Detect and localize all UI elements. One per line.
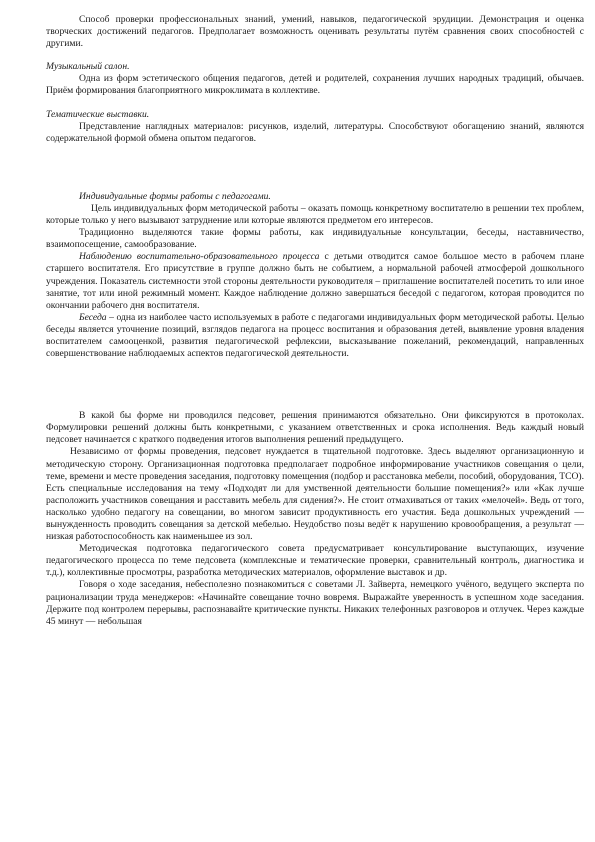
paragraph-observation [46, 251, 584, 311]
spacer [46, 50, 584, 61]
paragraph-competition: Способ проверки профессиональных знаний, умений, навыков, педагогической эрудиции. Демонстрация и оценка творческих достижений педагогов. Предполагает возможность оценивать результаты путём сравнения своих способностей с другими. [46, 14, 584, 50]
heading-individual-forms: Индивидуальные формы работы с педагогами. [79, 190, 271, 202]
paragraph-traditional-forms: Традиционно выделяются такие формы работы, как индивидуальные консультации, беседы, наставничество, взаимопосещение, самообразование. [46, 227, 584, 251]
heading-thematic-exhibitions: Тематические выставки. [46, 108, 150, 120]
spacer [46, 360, 584, 410]
heading-music-salon: Музыкальный салон. [46, 61, 130, 73]
paragraph-individual-goal: Цель индивидуальных форм методической работы – оказать помощь конкретному воспитателю в решении тех проблем, которые только у него вызывают затруднение или которые являются предметом его интересов. [46, 202, 584, 227]
paragraph-observation-text: с детьми отводится самое большое место в рабочем плане старшего воспитателя. Его присутствие в группе должно быть не событием, а нормальной рабочей атмосферой дошкольного учреждения. Показатель системности этой стороны деятельности руководителя – приглашение воспитателей посетить то или иное занятие, тот или иной режимный момент. Каждое наблюдение должно завершаться беседой с педагогом, которая проводится по окончании рабочего дня воспитателя. [46, 251, 584, 311]
term-observation: Наблюдению воспитательно-образовательного процесса [79, 251, 320, 263]
paragraph-conversation-text: – одна из наиболее часто используемых в работе с педагогами индивидуальных форм методической работы. Целью беседы является уточнение позиций, взглядов педагога на процесс воспитания и образования детей, выявление уровня владения воспитателем самооценкой, развития педагогической рефлексии, высказывание пожеланий, рекомендаций, направленных совершенствование наблюдаемых аспектов педагогической деятельности. [46, 311, 584, 360]
paragraph-thematic-exhibitions: Представление наглядных материалов: рисунков, изделий, литературы. Способствуют обогащению знаний, являются содержательной формой обмена опытом педагогов. [46, 120, 584, 144]
document-page [46, 14, 584, 628]
paragraph-conversation [46, 312, 584, 360]
spacer [46, 145, 584, 191]
paragraph-meeting-course: Говоря о ходе заседания, небесполезно познакомиться с советами Л. Зайверта, немецкого учёного, ведущего эксперта по рационализации труда менеджеров: «Начинайте совещание точно вовремя. Выражайте уверенность в успешном ходе заседания. Держите под контролем перерывы, распознавайте критические пункты. Никаких телефонных разговоров и отлучек. Через каждые 45 минут — небольшая [46, 579, 584, 627]
spacer [46, 98, 584, 109]
paragraph-music-salon: Одна из форм эстетического общения педагогов, детей и родителей, сохранения лучших народных традиций, обычаев. Приём формирования благоприятного микроклимата в коллективе. [46, 73, 584, 97]
paragraph-preparation: Независимо от формы проведения, педсовет нуждается в тщательной подготовке. Здесь выделяют организационную и методическую сторону. Организационная подготовка предполагает подробное информирование участников совещания о цели, теме, времени и месте проведения заседания, подготовку помещения (подбор и расстановка мебели, пособий, оборудования, ТСО). Есть специальные исследования на тему «Подходят ли для умственной деятельности большие помещения?» или «Как лучше расположить участников совещания и расставить мебель для сидения?». Не стоит отмахиваться от таких «мелочей». Ведь от того, насколько удобно педагогу на совещании, во многом зависит продуктивность его участия. Беда дошкольных учреждений — вынужденность проводить совещания за детской мебелью. Неудобство позы ведёт к нарушению кровообращения, а результат — низкая работоспособность как наименьшее из зол. [46, 446, 584, 543]
paragraph-methodical-preparation: Методическая подготовка педагогического совета предусматривает консультирование выступающих, изучение педагогического процесса по теме педсовета (комплексные и тематические проверки, сравнительный контроль, диагностика и т.д.), коллективные просмотры, разработка методических материалов, оформление выставок и др. [46, 543, 584, 579]
term-conversation: Беседа [79, 311, 107, 323]
paragraph-decisions: В какой бы форме ни проводился педсовет, решения принимаются обязательно. Они фиксируются в протоколах. Формулировки решений должны быть конкретными, с указанием ответственных и срока исполнения. Ведь каждый новый педсовет начинается с краткого подведения итогов выполнения решений предыдущего. [46, 410, 584, 446]
